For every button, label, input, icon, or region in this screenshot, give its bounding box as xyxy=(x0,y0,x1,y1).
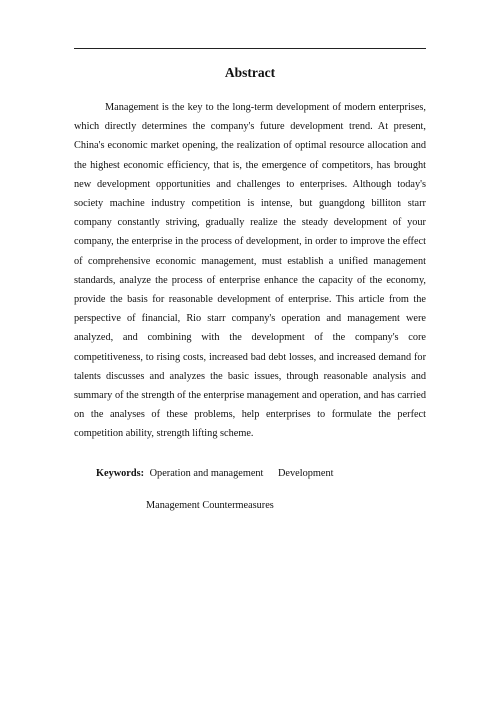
abstract-title: Abstract xyxy=(224,65,276,80)
keyword-item: Operation and management xyxy=(149,468,264,479)
keywords-line-2 xyxy=(146,498,274,514)
keywords-line xyxy=(96,466,333,482)
keywords-label: Keywords: xyxy=(96,468,145,479)
keyword-item: Development xyxy=(278,468,334,479)
header-rule xyxy=(74,48,426,49)
keyword-item: Management Countermeasures xyxy=(146,500,274,511)
abstract-body: Management is the key to the long-term development of modern enterprises, which directly determines the company's future development trend. At present, China's economic market opening, the realization of optimal resource allocation and the highest economic efficiency, that is, the emergence of competitors, has brought new development opportunities and challenges to enterprises. Although today's society machine industry competition is intense, but guangdong billiton starr company constantly striving, gradually realize the steady development of your company, the enterprise in the process of development, in order to improve the effect of comprehensive economic management, must establish a unified management standards, analyze the process of enterprise enhance the capacity of the economy, provide the basis for reasonable development of enterprise. This article from the perspective of financial, Rio starr company's operation and management were analyzed, and combining with the development of the company's core competitiveness, to rising costs, increased bad debt losses, and increased demand for talents discusses and analyzes the basic issues, through reasonable analysis and summary of the strength of the enterprise management and operation, and has carried on the analyses of these problems, help enterprises to formulate the perfect competition ability, strength lifting scheme. xyxy=(74,102,426,440)
